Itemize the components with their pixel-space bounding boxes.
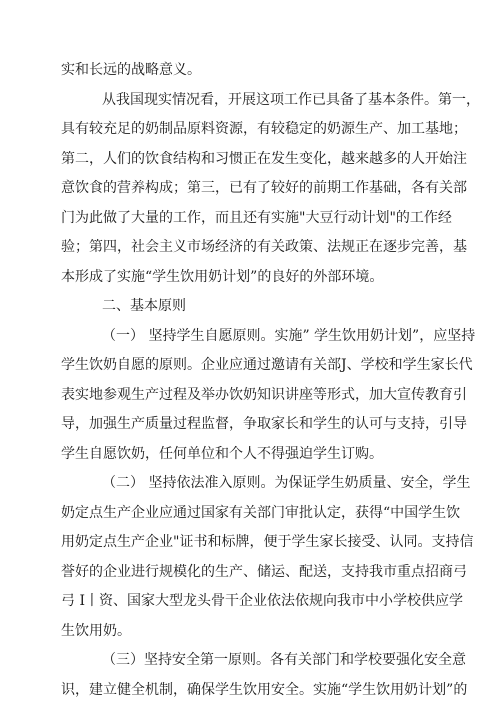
text-line: 生饮用奶。 [61,623,131,639]
text-line: 具有较充足的奶制品原料资源，有较稳定的奶源生产、加工基地； [61,121,467,137]
text-line: 表实地参观生产过程及举办饮奶知识讲座等形式，加大宣传教育引 [61,387,467,403]
text-line: 学生自愿饮奶，任何单位和个人不得强迫学生订购。 [61,446,383,462]
text-line: 誉好的企业进行规模化的生产、储运、配送，支持我市重点招商弓 [61,564,467,580]
text-line: 实和长远的战略意义。 [61,62,201,78]
text-line: 从我国现实情况看，开展这项工作已具备了基本条件。第一， [102,92,480,108]
text-line: 第二，人们的饮食结构和习惯正在发生变化，越来越多的人开始注 [61,151,467,167]
text-line: 学生饮奶自愿的原则。企业应通过邀请有关部J、学校和学生家长代 [61,357,473,373]
text-line: 用奶定点生产企业"证书和标牌，便于学生家长接受、认同。支持信 [61,534,474,550]
text-line: 弓 I丨资、国家大型龙头骨干企业依法依规向我市中小学校供应学 [61,593,463,609]
text-line: 验；第四，社会主义市场经济的有关政策、法规正在逐步完善，基 [61,239,467,255]
text-line: 意饮食的营养构成；第三，已有了较好的前期工作基础，各有关部 [61,180,467,196]
text-line: 本形成了实施“学生饮用奶计划”的良好的外部环境。 [61,269,384,285]
text-line: （三）坚持安全第一原则。各有关部门和学校要强化安全意 [102,652,466,668]
text-line: 导，加强生产质量过程监督，争取家长和学生的认可与支持，引导 [61,416,467,432]
text-line: （二） 坚持依法准入原则。为保证学生奶质量、安全，学生 [102,475,471,491]
text-line: 奶定点生产企业应通过国家有关部门审批认定，获得“中国学生饮 [61,505,461,521]
text-line: （一） 坚持学生自愿原则。实施” 学生饮用奶计划”，应坚持 [102,328,476,344]
section-heading: 二、基本原则 [102,298,186,314]
text-line: 识，建立健全机制，确保学生饮用安全。实施“学生饮用奶计划”的 [61,682,468,698]
text-line: 门为此做了大量的工作，而且还有实施"大豆行动计划"的工作经 [61,210,452,226]
